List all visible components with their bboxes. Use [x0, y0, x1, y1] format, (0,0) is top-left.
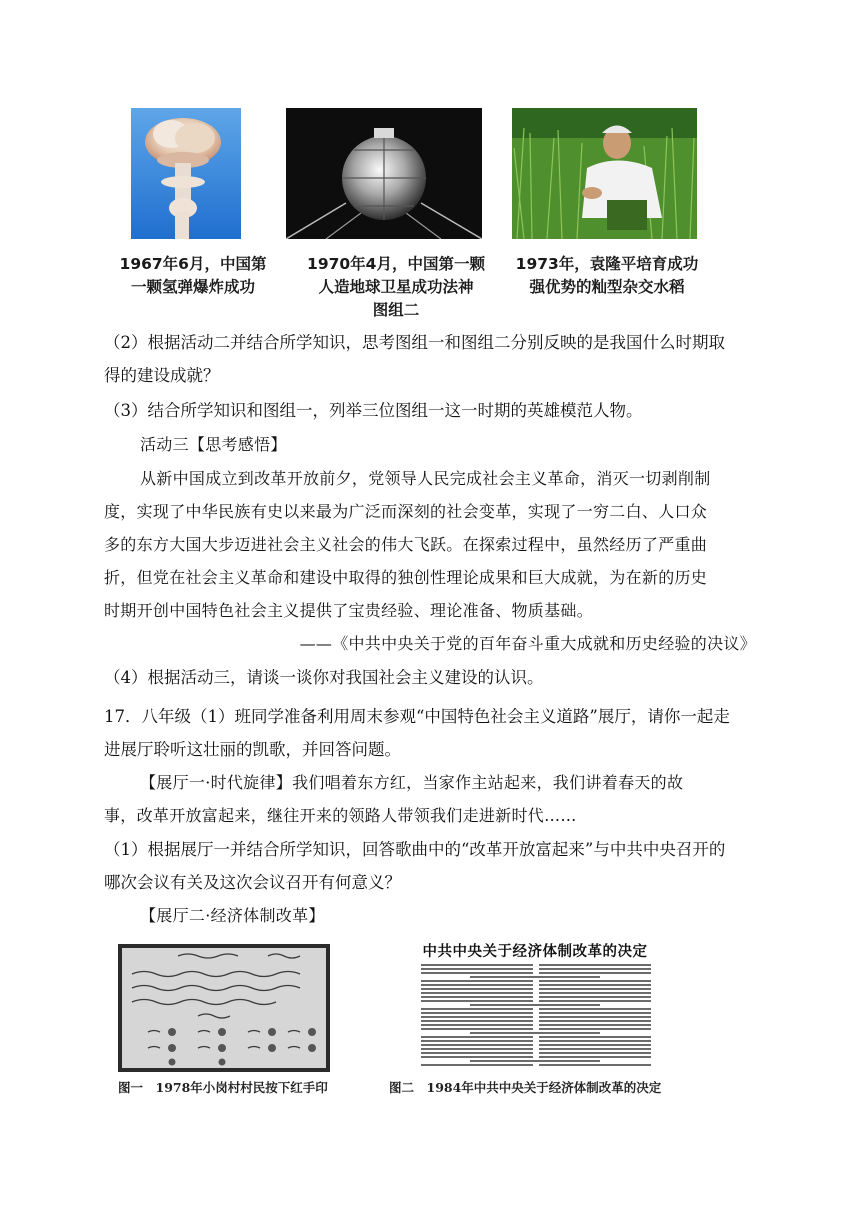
document-text-line: [421, 1052, 533, 1054]
document-text-line: [421, 980, 533, 982]
document-text-line: [421, 1044, 533, 1046]
document-text-line: [539, 972, 651, 974]
activity-3-para-line-5: 时期开创中国特色社会主义提供了宝贵经验、理论准备、物质基础。: [104, 601, 594, 620]
document-text-line: [539, 964, 651, 966]
document-text-line: [539, 968, 651, 970]
question-2-line-2: 得的建设成就？: [104, 366, 220, 385]
document-text-line: [421, 1012, 533, 1014]
caption-line: 1973年，袁隆平培育成功: [515, 255, 699, 273]
caption-line: 1967年6月，中国第: [119, 255, 267, 273]
fingerprint-contract-photo: [118, 944, 330, 1072]
question-17-1-line-1: （1）根据展厅一并结合所学知识，回答歌曲中的“改革开放富起来”与中共中央召开的: [104, 840, 726, 859]
satellite-photo: [286, 108, 482, 239]
document-text-line: [421, 1056, 533, 1058]
document-text-line: [421, 1020, 533, 1022]
document-text-line: [421, 1000, 533, 1002]
document-text-line: [421, 1008, 533, 1010]
activity-3-source: ——《中共中央关于党的百年奋斗重大成就和历史经验的决议》: [299, 634, 756, 653]
document-text-line: [421, 968, 533, 970]
caption-line: 人造地球卫星成功法神: [318, 278, 474, 296]
document-text-line: [539, 1056, 651, 1058]
photo-caption-1: [108, 253, 278, 299]
document-text-line: [470, 976, 600, 978]
document-text-line: [470, 1032, 600, 1034]
reform-decision-document: [415, 940, 655, 1072]
document-text-line: [421, 984, 533, 986]
caption-line: 强优势的籼型杂交水稻: [529, 278, 685, 296]
document-text-line: [421, 992, 533, 994]
document-text-line: [421, 1024, 533, 1026]
question-17-line-2: 进展厅聆听这壮丽的凯歌，并回答问题。: [104, 740, 401, 759]
document-text-line: [539, 980, 651, 982]
document-text-line: [539, 984, 651, 986]
hall-1-line-2: 事，改革开放富起来，继往开来的领路人带领我们走进新时代……: [104, 806, 577, 825]
question-3: （3）结合所学知识和图组一，列举三位图组一这一时期的英雄模范人物。: [104, 401, 643, 420]
document-text-line: [421, 1036, 533, 1038]
document-text-line: [539, 1012, 651, 1014]
document-title: 中共中央关于经济体制改革的决定: [422, 944, 648, 960]
mushroom-cloud-photo: [131, 108, 241, 239]
document-text-line: [539, 1020, 651, 1022]
activity-3-heading: 活动三【思考感悟】: [140, 435, 287, 454]
activity-3-para-line-3: 多的东方大国大步迈进社会主义社会的伟大飞跃。在探索过程中，虽然经历了严重曲: [104, 535, 708, 554]
photo-caption-3: [504, 253, 710, 299]
document-text-line: [421, 964, 533, 966]
photo-caption-2: [293, 253, 499, 322]
activity-3-para-line-1: 从新中国成立到改革开放前夕，党领导人民完成社会主义革命，消灭一切剥削制: [140, 469, 711, 488]
question-2-line-1: （2）根据活动二并结合所学知识，思考图组一和图组二分别反映的是我国什么时期取: [104, 333, 725, 352]
document-text-line: [421, 996, 533, 998]
document-text-line: [539, 988, 651, 990]
document-text-line: [539, 1008, 651, 1010]
document-text-line: [421, 988, 533, 990]
document-text-line: [539, 1036, 651, 1038]
document-text-line: [421, 972, 533, 974]
document-text-line: [470, 1004, 600, 1006]
figure-1-caption: 图一 1978年小岗村村民按下红手印: [118, 1080, 328, 1095]
document-text-line: [421, 1048, 533, 1050]
document-text-line: [470, 1060, 600, 1062]
caption-line: 一颗氢弹爆炸成功: [130, 278, 255, 296]
activity-3-para-line-4: 折，但党在社会主义革命和建设中取得的独创性理论成果和巨大成就，为在新的历史: [104, 568, 708, 587]
document-text-line: [539, 1040, 651, 1042]
document-text-block: [415, 962, 655, 1072]
question-4: （4）根据活动三，请谈一谈你对我国社会主义建设的认识。: [104, 668, 544, 687]
document-text-line: [539, 992, 651, 994]
activity-3-para-line-2: 度，实现了中华民族有史以来最为广泛而深刻的社会变革，实现了一穷二白、人口众: [104, 502, 708, 521]
document-text-line: [539, 1016, 651, 1018]
document-text-line: [539, 1000, 651, 1002]
document-text-line: [421, 1028, 533, 1030]
figure-group-label: 图组二: [372, 301, 420, 319]
rice-field-scientist-photo: [512, 108, 697, 239]
question-17-1-line-2: 哪次会议有关及这次会议召开有何意义？: [104, 873, 401, 892]
document-text-line: [421, 1040, 533, 1042]
document-text-line: [539, 1048, 651, 1050]
hall-2-heading: 【展厅二·经济体制改革】: [140, 906, 325, 925]
figure-2-caption: 图二 1984年中共中央关于经济体制改革的决定: [389, 1080, 662, 1095]
document-text-line: [539, 1024, 651, 1026]
document-text-line: [539, 996, 651, 998]
hall-1-line-1: 【展厅一·时代旋律】我们唱着东方红，当家作主站起来，我们讲着春天的故: [140, 773, 684, 792]
question-17-line-1: 17．八年级（1）班同学准备利用周末参观“中国特色社会主义道路”展厅，请你一起走: [104, 707, 730, 726]
document-text-line: [421, 1016, 533, 1018]
document-text-line: [539, 1044, 651, 1046]
document-text-line: [539, 1028, 651, 1030]
document-text-line: [539, 1052, 651, 1054]
caption-line: 1970年4月，中国第一颗: [307, 255, 485, 273]
document-text-line: [421, 1064, 533, 1066]
document-text-line: [539, 1064, 651, 1066]
